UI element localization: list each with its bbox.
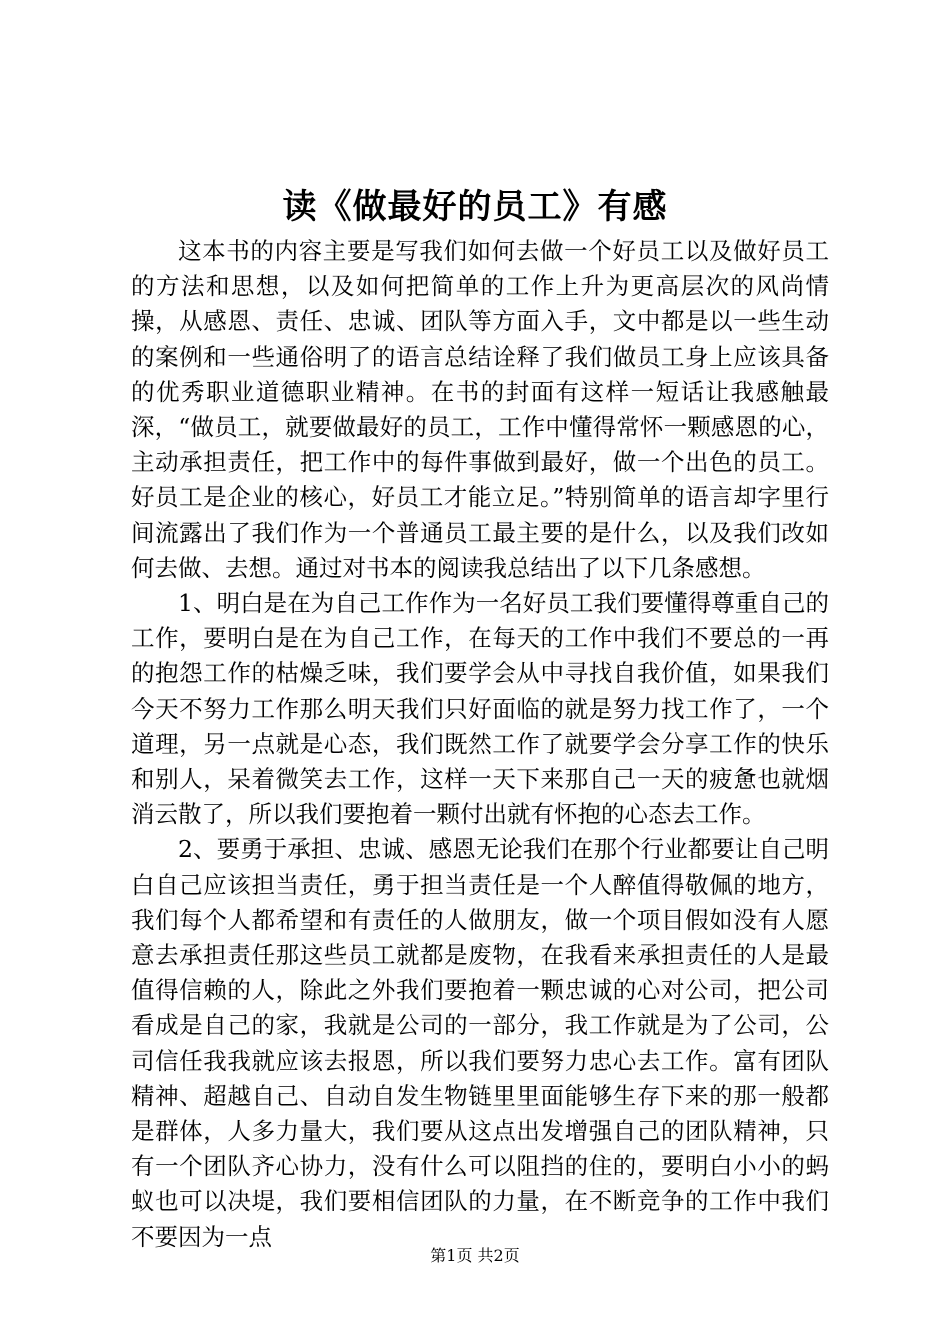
- document-body: [131, 234, 829, 1255]
- paragraph-intro: 这本书的内容主要是写我们如何去做一个好员工以及做好员工的方法和思想，以及如何把简单的工作上升为更高层次的风尚情操，从感恩、责任、忠诚、团队等方面入手，文中都是以一些生动的案例和一些通俗明了的语言总结诠释了我们做员工身上应该具备的优秀职业道德职业精神。在书的封面有这样一短话让我感触最深，“做员工，就要做最好的员工，工作中懂得常怀一颗感恩的心，主动承担责任，把工作中的每件事做到最好，做一个出色的员工。好员工是企业的核心，好员工才能立足。”特别简单的语言却字里行间流露出了我们作为一个普通员工最主要的是什么，以及我们改如何去做、去想。通过对书本的阅读我总结出了以下几条感想。: [131, 237, 829, 582]
- paragraph-point-2: 2、要勇于承担、忠诚、感恩无论我们在那个行业都要让自己明白自己应该担当责任，勇于担当责任是一个人醉值得敬佩的地方，我们每个人都希望和有责任的人做朋友，做一个项目假如没有人愿意去承担责任那这些员工就都是废物，在我看来承担责任的人是最值得信赖的人，除此之外我们要抱着一颗忠诚的心对公司，把公司看成是自己的家，我就是公司的一部分，我工作就是为了公司，公司信任我我就应该去报恩，所以我们要努力忠心去工作。富有团队精神、超越自己、自动自发生物链里里面能够生存下来的那一般都是群体，人多力量大，我们要从这点出发增强自己的团队精神，只有一个团队齐心协力，没有什么可以阻挡的住的，要明白小小的蚂蚁也可以决堤，我们要相信团队的力量，在不断竞争的工作中我们不要因为一点: [131, 835, 829, 1251]
- page-number-footer: 第1页 共2页: [430, 1246, 520, 1265]
- document-title: 读《做最好的员工》有感: [282, 187, 668, 227]
- paragraph-point-1: 1、明白是在为自己工作作为一名好员工我们要懂得尊重自己的工作，要明白是在为自己工作，在每天的工作中我们不要总的一再的抱怨工作的枯燥乏味，我们要学会从中寻找自我价值，如果我们今天不努力工作那么明天我们只好面临的就是努力找工作了，一个道理，另一点就是心态，我们既然工作了就要学会分享工作的快乐和别人，呆着微笑去工作，这样一天下来那自己一天的疲惫也就烟消云散了，所以我们要抱着一颗付出就有怀抱的心态去工作。: [131, 589, 829, 829]
